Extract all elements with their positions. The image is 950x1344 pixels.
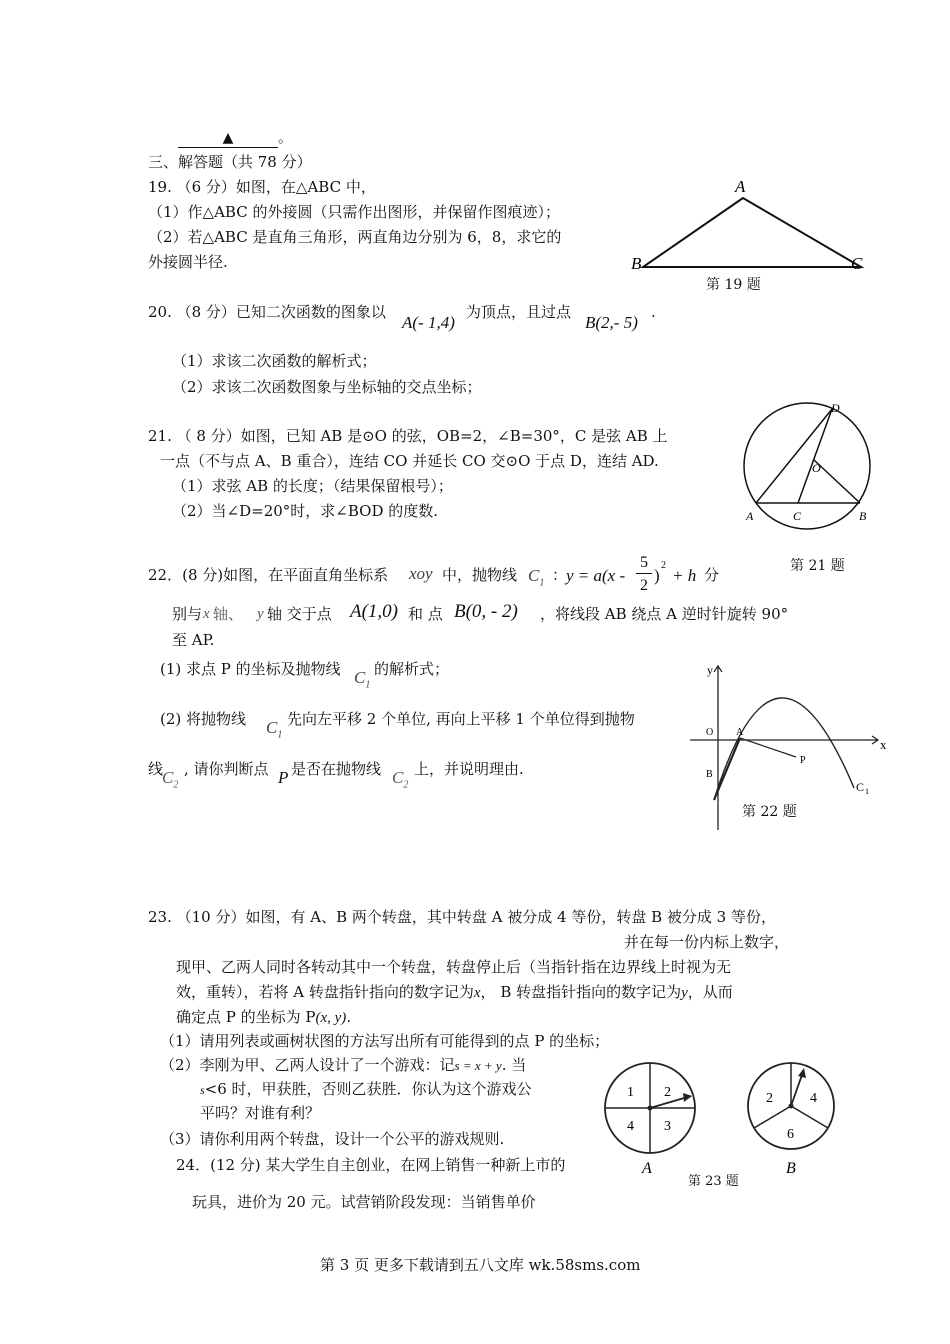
q22-y-axis: y [257, 606, 264, 622]
q22-line2d: 和 点 [408, 605, 443, 623]
q22-label-B: B [706, 769, 713, 780]
q21-label-D: D [831, 401, 840, 415]
q20-end: . [651, 303, 656, 321]
q19-line1: 19. （6 分）如图，在△ABC 中， [148, 178, 376, 196]
q20-sub2: （2）求该二次函数图象与坐标轴的交点坐标； [172, 378, 482, 396]
q23-line2: 并在每一份内标上数字， [624, 933, 790, 951]
q22-label-C1-sub: 1 [865, 787, 869, 796]
q19-label-C: C [851, 254, 863, 273]
q22-label-x: x [880, 737, 887, 752]
q22-label-A: A [736, 727, 744, 738]
q19-line3: （2）若△ABC 是直角三角形，两直角边分别为 6，8，求它的 [148, 228, 562, 246]
q22-point-a: A(1,0) [350, 601, 399, 622]
q22-sub2a: (2) 将抛物线 [160, 710, 247, 728]
q22-label-y: y [707, 663, 713, 677]
q19-label-A: A [735, 177, 746, 196]
q23-sub1: （1）请用列表或画树状图的方法写出所有可能得到的点 P 的坐标； [160, 1032, 610, 1050]
q22-line1c: 分 [704, 566, 720, 584]
spinner-a-num: 1 [627, 1085, 634, 1100]
q22-line1b: 中，抛物线 [442, 566, 518, 584]
q22-line3: 至 AP. [172, 631, 215, 649]
q21-circle-figure [738, 400, 876, 532]
q23-sub3: （3）请你利用两个转盘，设计一个公平的游戏规则. [160, 1130, 505, 1148]
q19-triangle-figure [625, 175, 870, 275]
q23-sub2a: （2）李刚为甲、乙两人设计了一个游戏：记s = x + y. 当 [160, 1056, 527, 1074]
q20-middle: 为顶点，且过点 [466, 303, 572, 321]
spinner-a-num: 4 [627, 1119, 634, 1134]
q21-caption: 第 21 题 [790, 558, 845, 574]
q20-sub1: （1）求该二次函数的解析式； [172, 352, 377, 370]
q22-xoy: xoy [409, 564, 433, 583]
blank-marker: ▲ [178, 130, 278, 148]
q22-line1a: 22．(8 分)如图，在平面直角坐标系 [148, 566, 389, 584]
q21-sub1: （1）求弦 AB 的长度；（结果保留根号）； [172, 477, 453, 495]
q21-label-B: B [859, 509, 867, 523]
page-footer: 第 3 页 更多下载请到五八文库 wk.58sms.com [320, 1256, 641, 1274]
q22-p: P [278, 768, 289, 787]
q23-caption: 第 23 题 [688, 1174, 739, 1189]
blank-suffix: 。 [278, 128, 294, 146]
q23-line3: 现甲、乙两人同时各转动其中一个转盘，转盘停止后（当指针指在边界线上时视为无 [176, 958, 732, 976]
q23-line1: 23. （10 分）如图，有 A、B 两个转盘，其中转盘 A 被分成 4 等份，转盘 B 被分成 3 等份， [148, 908, 776, 926]
spinner-a-label: A [642, 1160, 652, 1177]
q22-eq-y: y = a(x - [566, 566, 626, 585]
q22-sub3a: 线 [148, 760, 164, 778]
q22-c1-symbol: $C_1$ [528, 566, 545, 589]
q21-label-C: C [793, 509, 802, 523]
q20-point-b: B(2,- 5) [585, 313, 638, 332]
section-heading: 三、解答题（共 78 分） [148, 153, 312, 171]
q22-frac-num: 5 [640, 554, 648, 571]
spinner-b [748, 1063, 834, 1177]
answer-blank [178, 128, 293, 148]
q22-point-b: B(0, - 2) [454, 601, 518, 622]
q21-label-O: O [812, 461, 821, 475]
q22-c2-symbol: $C_2$ [162, 768, 179, 791]
q22-eq-sup: 2 [661, 560, 666, 571]
q20-prefix: 20. （8 分）已知二次函数的图象以 [148, 303, 386, 321]
q23-line4: 效，重转），若将 A 转盘指针指向的数字记为x， B 转盘指针指向的数字记为y，从而 [176, 983, 733, 1001]
q22-line2e: ，将线段 AB 绕点 A 逆时针旋转 90° [540, 605, 789, 623]
q24-line1: 24．(12 分) 某大学生自主创业，在网上销售一种新上市的 [176, 1156, 566, 1174]
spinner-a [605, 1063, 695, 1177]
q22-eq-tail: ) [654, 566, 660, 585]
q22-line2a: 别与 [172, 605, 203, 623]
q22-label-P: P [800, 755, 806, 766]
spinner-a-num: 2 [664, 1085, 671, 1100]
q22-line2b: 轴、 [213, 605, 244, 623]
spinner-b-label: B [786, 1160, 796, 1177]
q22-sub2b: 先向左平移 2 个单位, 再向上平移 1 个单位得到抛物 [287, 710, 635, 728]
q19-line4: 外接圆半径. [148, 253, 228, 271]
q22-frac-den: 2 [640, 577, 648, 594]
q19-label-B: B [631, 254, 642, 273]
q22-label-O: O [706, 727, 714, 738]
q22-eq-h: + h [672, 566, 697, 585]
q23-spinners-figure [598, 1058, 888, 1178]
spinner-a-num: 3 [664, 1119, 671, 1134]
q22-sub1-c1: $C_1$ [354, 668, 371, 691]
q21-sub2: （2）当∠D=20°时，求∠BOD 的度数. [172, 502, 439, 520]
q21-label-A: A [746, 509, 754, 523]
q22-caption: 第 22 题 [742, 804, 797, 820]
q19-line2: （1）作△ABC 的外接圆（只需作出图形，并保留作图痕迹）； [148, 203, 560, 221]
spinner-b-num: 4 [810, 1091, 817, 1106]
q20-point-a: A(- 1,4) [402, 313, 455, 332]
q23-sub2c: s<6 时，甲获胜，否则乙获胜．你认为这个游戏公 [200, 1080, 532, 1098]
q21-line1: 21. （ 8 分）如图，已知 AB 是⊙O 的弦，OB=2，∠B=30°，C 是弦 AB 上 [148, 427, 668, 445]
q22-sub2-c1: $C_1$ [266, 718, 283, 741]
q22-sub1a: (1) 求点 P 的坐标及抛物线 [160, 660, 341, 678]
spinner-b-num: 2 [766, 1091, 773, 1106]
q22-sub1b: 的解析式； [374, 660, 450, 678]
q22-colon: ： [552, 566, 568, 584]
q22-line2c: 轴 交于点 [267, 605, 332, 623]
q22-c2-symbol-2: $C_2$ [392, 768, 409, 791]
q22-sub3c: 是否在抛物线 [291, 760, 382, 778]
q22-x-axis: x [203, 606, 210, 622]
q21-line2: 一点（不与点 A、B 重合），连结 CO 并延长 CO 交⊙O 于点 D，连结 AD. [160, 452, 659, 470]
q22-sub3d: 上，并说明理由. [414, 760, 524, 778]
q22-sub3b: , 请你判断点 [184, 760, 269, 778]
q23-line5: 确定点 P 的坐标为 P(x, y). [176, 1008, 352, 1026]
q19-caption: 第 19 题 [706, 277, 761, 293]
q22-label-C1: C [856, 780, 865, 794]
q23-sub2d: 平吗？对谁有利？ [200, 1104, 321, 1122]
q24-line2: 玩具，进价为 20 元。试营销阶段发现：当销售单价 [192, 1193, 536, 1211]
spinner-b-num: 6 [787, 1127, 794, 1142]
q22-frac-bar [636, 573, 652, 574]
